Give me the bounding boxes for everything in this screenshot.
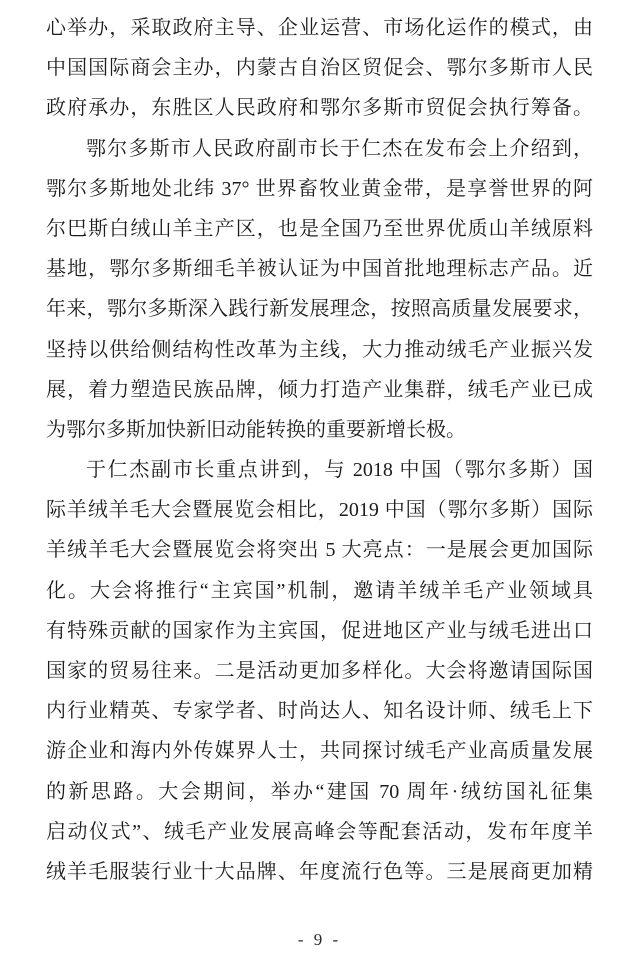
text-line: 际羊绒羊毛大会暨展览会相比，2019 中国（鄂尔多斯）国际: [46, 499, 593, 522]
paragraph: [46, 450, 593, 892]
text-line: 的新思路。大会期间，举办“建国 70 周年·绒纺国礼征集: [46, 780, 593, 803]
text-line: 羊绒羊毛大会暨展览会将突出 5 大亮点：一是展会更加国际: [46, 539, 593, 562]
text-line: 内行业精英、专家学者、时尚达人、知名设计师、绒毛上下: [46, 700, 593, 723]
text-line: 于仁杰副市长重点讲到，与 2018 中国（鄂尔多斯）国: [86, 459, 593, 482]
text-line: 鄂尔多斯地处北纬 37° 世界畜牧业黄金带，是享誉世界的阿: [46, 177, 593, 200]
text-line: 基地，鄂尔多斯细毛羊被认证为中国首批地理标志产品。近: [46, 258, 593, 281]
paragraph: [46, 8, 593, 129]
text-line: 有特殊贡献的国家作为主宾国，促进地区产业与绒毛进出口: [46, 619, 593, 642]
text-line: 年来，鄂尔多斯深入践行新发展理念，按照高质量发展要求，: [46, 298, 593, 321]
page-number: - 9 -: [297, 930, 342, 949]
text-line: 国家的贸易往来。二是活动更加多样化。大会将邀请国际国: [46, 660, 593, 682]
text-line: 坚持以供给侧结构性改革为主线，大力推动绒毛产业振兴发: [46, 338, 593, 361]
text-line: 游企业和海内外传媒界人士，共同探讨绒毛产业高质量发展: [46, 740, 593, 763]
text-line: 心举办，采取政府主导、企业运营、市场化运作的模式，由: [46, 17, 593, 39]
text-line: 政府承办，东胜区人民政府和鄂尔多斯市贸促会执行筹备。: [46, 97, 593, 120]
text-line: 化。大会将推行“主宾国”机制，邀请羊绒羊毛产业领域具: [46, 579, 593, 602]
text-line: 展，着力塑造民族品牌，倾力打造产业集群，绒毛产业已成: [46, 378, 593, 401]
text-line: 中国国际商会主办，内蒙古自治区贸促会、鄂尔多斯市人民: [46, 57, 593, 80]
text-line: 鄂尔多斯市人民政府副市长于仁杰在发布会上介绍到，: [86, 137, 593, 160]
text-line: 尔巴斯白绒山羊主产区，也是全国乃至世界优质山羊绒原料: [46, 217, 593, 240]
page-footer: [0, 930, 639, 950]
paragraph: [46, 129, 593, 451]
text-line: 绒羊毛服装行业十大品牌、年度流行色等。三是展商更加精: [46, 860, 593, 883]
text-line: 启动仪式”、绒毛产业发展高峰会等配套活动，发布年度羊: [46, 820, 593, 843]
text-line: 为鄂尔多斯加快新旧动能转换的重要新增长极。: [46, 418, 466, 441]
document-body: [46, 8, 593, 892]
